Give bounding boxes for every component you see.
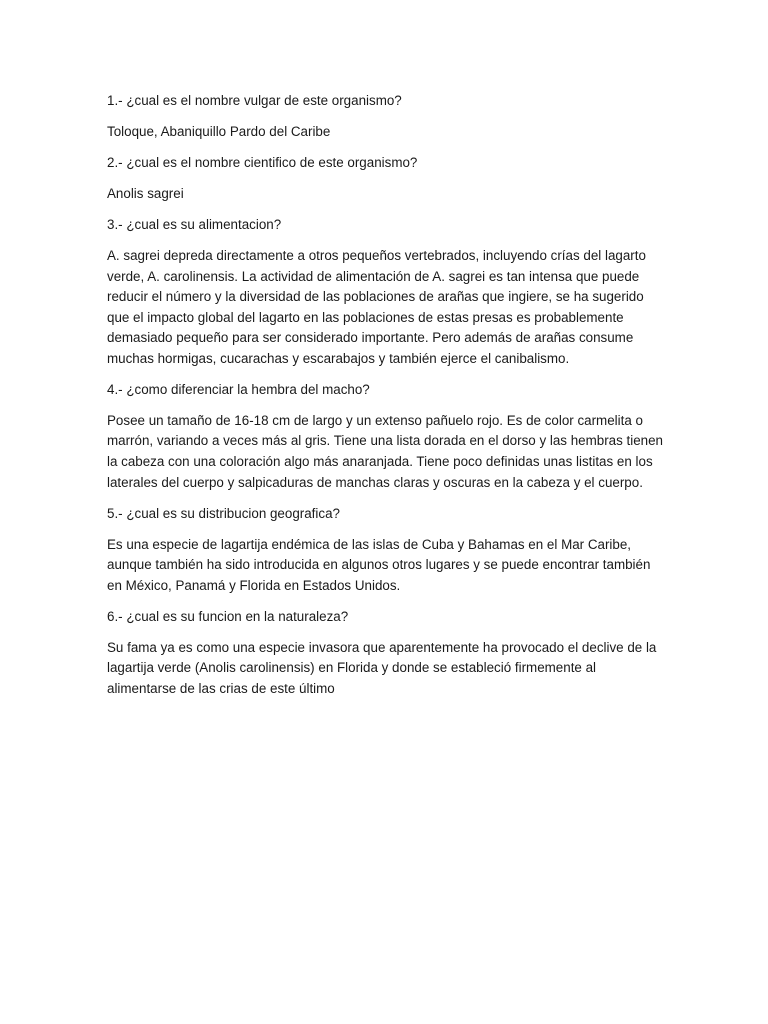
- answer-5: Es una especie de lagartija endémica de las islas de Cuba y Bahamas en el Mar Caribe, aunque también ha sido introducida en algunos otros lugares y se puede encontrar también en México, Panamá y Florida en Estados Unidos.: [107, 536, 651, 593]
- question-3: 3.- ¿cual es su alimentacion?: [107, 216, 282, 232]
- question-2: 2.- ¿cual es el nombre cientifico de este organismo?: [107, 154, 418, 170]
- question-1: 1.- ¿cual es el nombre vulgar de este organismo?: [107, 93, 402, 108]
- question-5: 5.- ¿cual es su distribucion geografica?: [107, 505, 340, 521]
- answer-6: Su fama ya es como una especie invasora que aparentemente ha provocado el declive de la lagartija verde (Anolis carolinensis) en Florida y donde se estableció firmemente al alimentarse de las crias de este último: [107, 639, 657, 696]
- answer-3: A. sagrei depreda directamente a otros pequeños vertebrados, incluyendo crías del lagarto verde, A. carolinensis. La actividad de alimentación de A. sagrei es tan intensa que puede reducir el número y la diversidad de las poblaciones de arañas que ingiere, se ha sugerido que el impacto global del lagarto en las poblaciones de estas presas es probablemente demasiado pequeño para ser considerado importante. Pero además de arañas consume muchas hormigas, cucarachas y escarabajos y también ejerce el canibalismo.: [107, 247, 646, 366]
- question-6: 6.- ¿cual es su funcion en la naturaleza?: [107, 608, 349, 624]
- document-body: [107, 91, 667, 710]
- answer-1: Toloque, Abaniquillo Pardo del Caribe: [107, 123, 331, 139]
- answer-2: Anolis sagrei: [107, 185, 184, 201]
- question-4: 4.- ¿como diferenciar la hembra del macho?: [107, 381, 370, 397]
- answer-4: Posee un tamaño de 16-18 cm de largo y un extenso pañuelo rojo. Es de color carmelita o marrón, variando a veces más al gris. Tiene una lista dorada en el dorso y las hembras tienen la cabeza con una coloración algo más anaranjada. Tiene poco definidas unas listitas en los laterales del cuerpo y salpicaduras de manchas claras y oscuras en la cabeza y el cuerpo.: [107, 412, 664, 490]
